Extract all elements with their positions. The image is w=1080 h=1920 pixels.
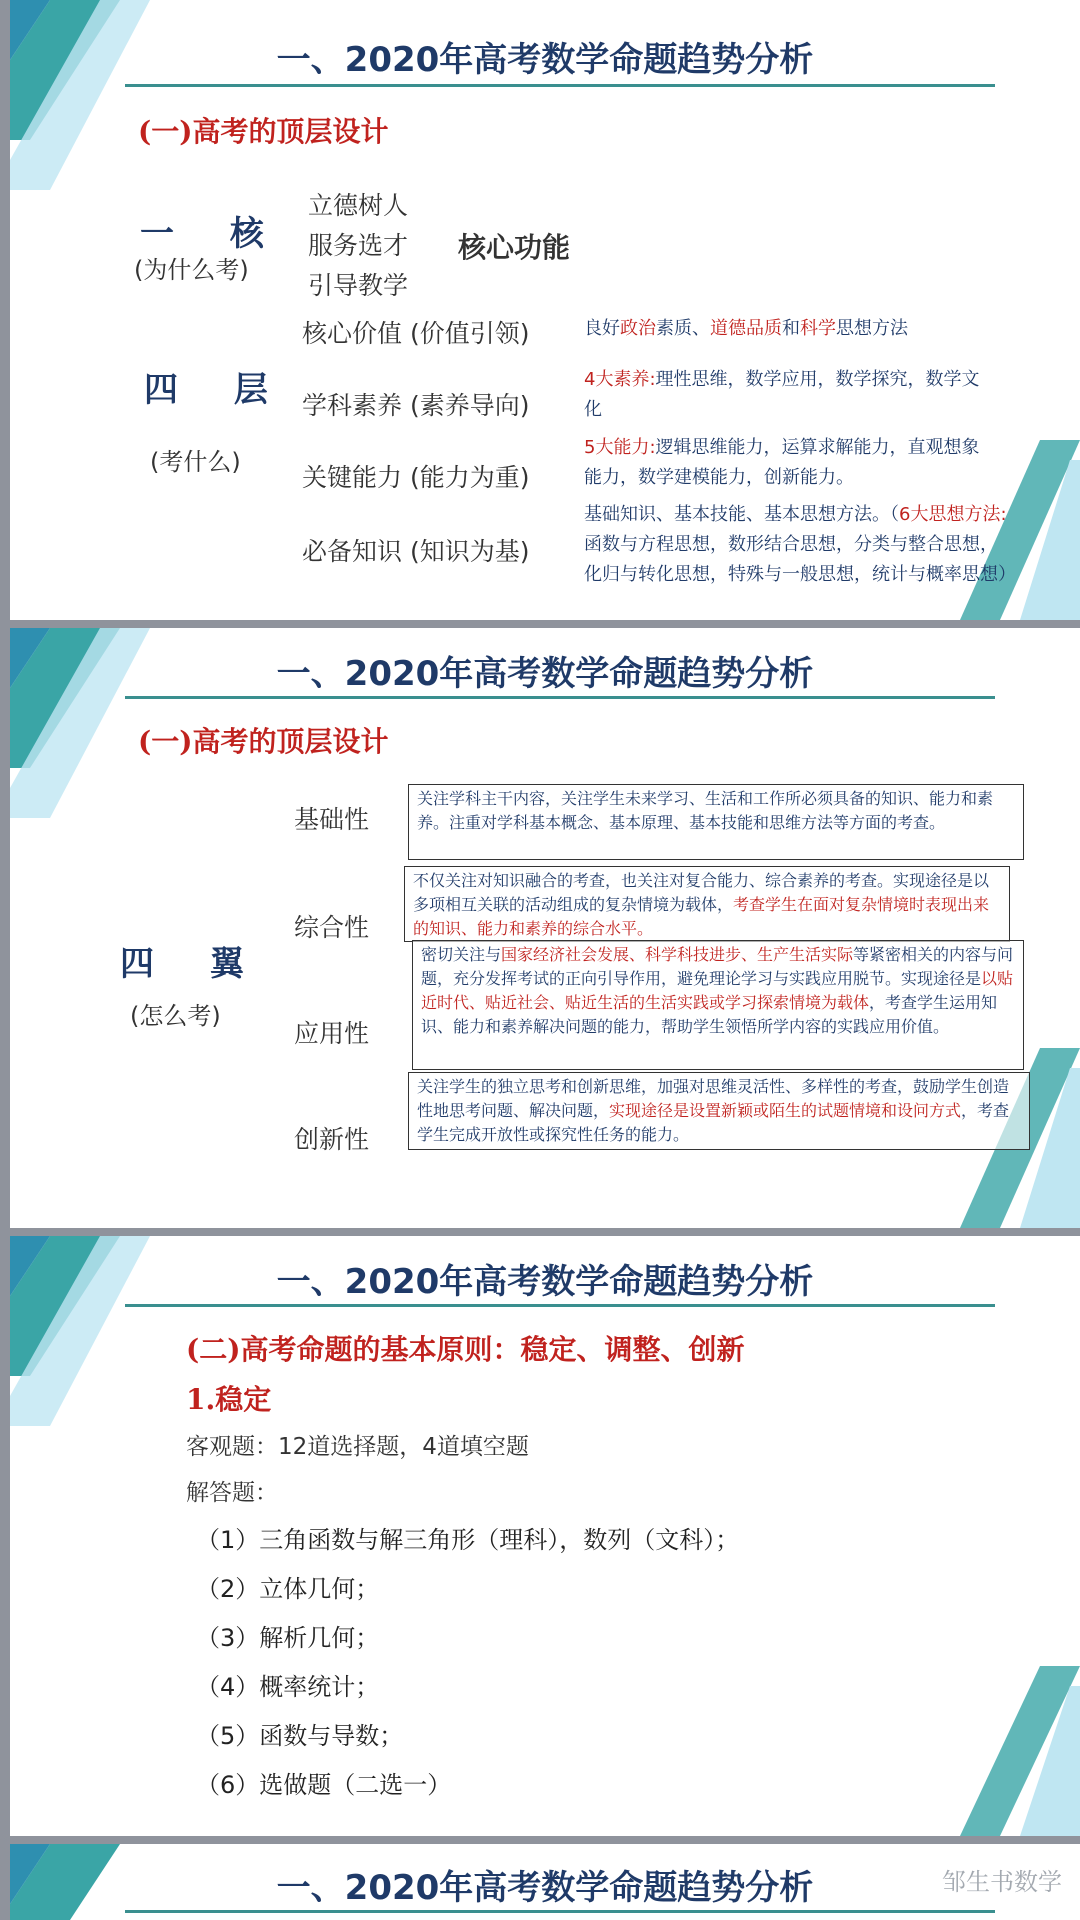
highlight-text: 5大能力: (584, 437, 656, 458)
core-items (308, 186, 408, 306)
stable-heading: 1.稳定 (186, 1383, 272, 1416)
wing-label: 基础性 (294, 805, 370, 834)
highlight-text: 以贴近时代、贴近社会、贴近生活的生活实践或学习探索情境为载体 (421, 969, 1014, 1012)
wing-label: 创新性 (294, 1125, 370, 1154)
highlight-text: 科学 (800, 318, 836, 339)
highlight-text: 政治 (620, 318, 656, 339)
slide-2 (10, 628, 1080, 1228)
core-item: 服务选才 (308, 231, 409, 260)
slide-4-partial (10, 1844, 1080, 1920)
watermark: 邹生书数学 (942, 1868, 1062, 1896)
layer-label: 学科素养 (素养导向) (302, 391, 530, 420)
si-ceng-question: (考什么) (150, 448, 241, 476)
desc-text: 逻辑思维能力，运算求解能力，直观想象能力，数学建模能力，创新能力。 (584, 437, 980, 488)
desc-text: 素质、 (656, 318, 710, 339)
section-subtitle: (一)高考的顶层设计 (138, 115, 389, 148)
slide-3 (10, 1236, 1080, 1836)
desc-text: 和 (782, 318, 800, 339)
slide-title: 一、2020年高考数学命题趋势分析 (276, 1868, 814, 1908)
desc-text: 关注学生的独立思考和创新思维，加强对思维灵活性、多样性的考查，鼓励学生创造性地思考问题、解决问题， (417, 1077, 1010, 1120)
desc-text: 等紧密相关的内容与问题，充分发挥考试的正向引导作用，避免理论学习与实践应用脱节。实现途径是 (421, 945, 1014, 988)
yi-he-heading: 一 核 (140, 214, 286, 254)
layer-label: 核心价值 (价值引领) (302, 319, 530, 348)
section-subtitle: (二)高考命题的基本原则：稳定、调整、创新 (186, 1333, 745, 1366)
desc-text: ，考查学生运用知识、能力和素养解决问题的能力，帮助学生领悟所学内容的实践应用价值。 (421, 993, 998, 1036)
yi-he-question: (为什么考) (134, 256, 249, 284)
wing-label: 应用性 (294, 1019, 370, 1048)
list-item: （1）三角函数与解三角形（理科），数列（文科）； (196, 1526, 740, 1554)
highlight-text: 国家经济社会发展、科学科技进步、生产生活实际 (501, 945, 854, 964)
desc-text: 基础知识、基本技能、基本思想方法。（ (584, 504, 899, 525)
wing-desc-box (408, 784, 1024, 860)
layer-label: 关键能力 (能力为重) (302, 463, 530, 492)
slide-title: 一、2020年高考数学命题趋势分析 (276, 654, 814, 694)
desc-text: 函数与方程思想，数形结合思想，分类与整合思想，化归与转化思想，特殊与一般思想，统计与概率思想） (584, 534, 1016, 585)
answer-list (196, 1520, 739, 1814)
desc-text: 不仅关注对知识融合的考查，也关注对复合能力、综合素养的考查。实现途径是以多项相互关联的活动组成的复杂情境为载体， (413, 871, 990, 914)
title-underline (125, 696, 995, 699)
desc-text: 思想方法 (836, 318, 908, 339)
list-item: （2）立体几何； (196, 1575, 380, 1603)
desc-text: 密切关注与 (421, 945, 502, 964)
layer-desc (584, 500, 1014, 590)
highlight-text: 考查学生在面对复杂情境时表现出来的知识、能力和素养的综合水平。 (413, 895, 990, 938)
title-underline (125, 1910, 995, 1913)
highlight-text: 4大素养: (584, 369, 656, 390)
desc-text: 理性思维，数学应用，数学探究，数学文化 (584, 369, 980, 420)
highlight-text: 6大思想方法: (899, 504, 1007, 525)
section-subtitle: (一)高考的顶层设计 (138, 725, 389, 758)
answer-label: 解答题： (186, 1480, 278, 1506)
core-item: 立德树人 (308, 191, 409, 220)
layer-desc (584, 314, 1014, 344)
corner-stripes-right (960, 1666, 1080, 1836)
wing-desc-box (404, 866, 1010, 942)
core-item: 引导教学 (308, 271, 409, 300)
highlight-text: 道德品质 (710, 318, 782, 339)
layer-desc (584, 433, 994, 493)
layer-desc (584, 365, 994, 425)
list-item: （3）解析几何； (196, 1624, 380, 1652)
si-yi-heading: 四 翼 (120, 944, 266, 984)
title-underline (125, 84, 995, 87)
list-item: （5）函数与导数； (196, 1722, 404, 1750)
desc-text: 良好 (584, 318, 620, 339)
wing-label: 综合性 (294, 913, 370, 942)
wing-desc-box (408, 1072, 1030, 1150)
layer-label: 必备知识 (知识为基) (302, 537, 530, 566)
desc-text: ，考查学生完成开放性或探究性任务的能力。 (417, 1101, 1010, 1144)
slide-title: 一、2020年高考数学命题趋势分析 (276, 40, 814, 80)
list-item: （4）概率统计； (196, 1673, 380, 1701)
desc-text: 关注学科主干内容，关注学生未来学习、生活和工作所必须具备的知识、能力和素养。注重对学科基本概念、基本原理、基本技能和思维方法等方面的考查。 (417, 789, 994, 832)
title-underline (125, 1304, 995, 1307)
highlight-text: 实现途径是设置新颖或陌生的试题情境和设问方式 (609, 1101, 962, 1120)
objective-line: 客观题：12道选择题，4道填空题 (186, 1434, 529, 1460)
si-ceng-heading: 四 层 (144, 370, 290, 410)
slide-1 (10, 0, 1080, 620)
list-item: （6）选做题（二选一） (196, 1771, 452, 1799)
wing-desc-box (412, 940, 1024, 1070)
corner-stripes (10, 0, 150, 200)
core-function: 核心功能 (458, 231, 571, 264)
si-yi-question: (怎么考) (130, 1002, 221, 1030)
slide-title: 一、2020年高考数学命题趋势分析 (276, 1262, 814, 1302)
